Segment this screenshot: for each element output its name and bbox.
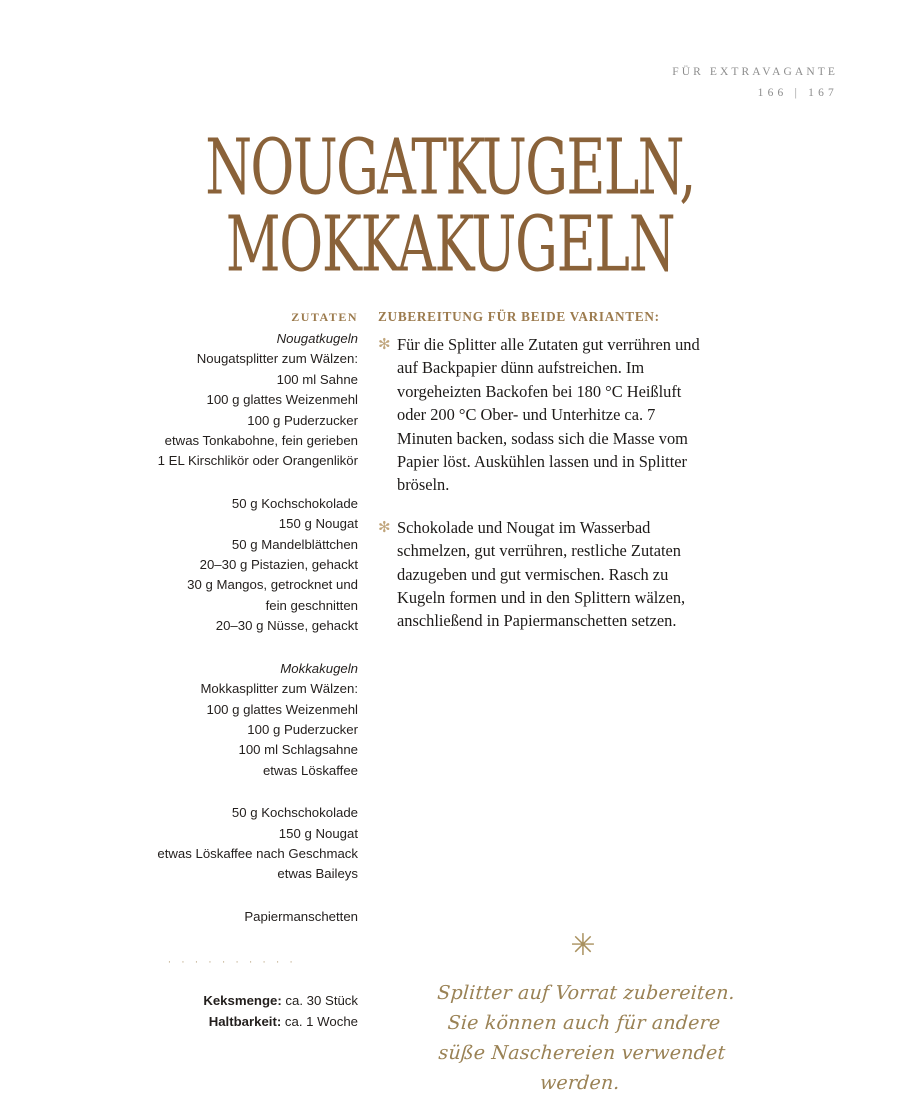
shelf-life-label: Haltbarkeit: (208, 1013, 282, 1029)
tip-line: süße Naschereien verwendet (437, 1042, 727, 1064)
ingredient-group (150, 329, 358, 472)
ingredient-item: etwas Baileys (277, 866, 358, 882)
ingredient-item: 50 g Mandelblättchen (231, 536, 358, 552)
recipe-title (0, 123, 900, 290)
preparation-step-text: Schokolade und Nougat im Wasserbad schmelzen, gut verrühren, restliche Zutaten dazugeben und gut vermischen. Rasch zu Kugeln formen und in den Splittern wälzen, anschließend in Papiermanschetten setzen. (397, 517, 686, 631)
ingredient-item: Papiermanschetten (244, 908, 358, 924)
preparation-column (378, 308, 714, 652)
ingredient-item: 150 g Nougat (278, 516, 358, 532)
tip-line: Sie können auch für andere (446, 1012, 722, 1034)
yield-row (150, 991, 358, 1011)
preparation-heading: ZUBEREITUNG FÜR BEIDE VARIANTEN: (378, 309, 660, 324)
ingredient-item: Nougatsplitter zum Wälzen: (196, 351, 358, 367)
ingredient-item: 100 g glattes Weizenmehl (206, 701, 358, 717)
ingredient-item: 30 g Mangos, getrocknet und (187, 577, 358, 593)
yield-value: ca. 30 Stück (281, 993, 358, 1009)
preparation-step (378, 333, 714, 497)
content-columns (0, 308, 900, 1094)
recipe-title-line-1: NOUGATKUGELN, (205, 123, 695, 213)
preparation-step-text: Für die Splitter alle Zutaten gut verrühren und auf Backpapier dünn aufstreichen. Im vorgeheizten Backofen bei 180 °C Heißluft oder 200 °C Ober- und Unterhitze ca. 7 Minuten backen, sodass sich die Masse vom Papier löst. Auskühlen lassen und in Splitter bröseln. (397, 335, 700, 495)
tip-line: werden. (539, 1072, 621, 1094)
tip-note (430, 930, 736, 1098)
recipe-title-line-2: MOKKAKUGELN (225, 200, 675, 290)
ingredient-item: 1 EL Kirschlikör oder Orangenlikör (157, 453, 358, 469)
ingredients-heading: ZUTATEN (291, 310, 358, 324)
ingredient-item: 100 g Puderzucker (247, 412, 358, 428)
tip-text (426, 978, 740, 1098)
ingredient-group (150, 803, 358, 885)
yield-label: Keksmenge: (203, 993, 282, 1009)
ingredient-item: 50 g Kochschokolade (231, 805, 358, 821)
decorative-asterisk-icon: ✳ (570, 928, 596, 963)
ingredient-item: 100 ml Schlagsahne (238, 742, 358, 758)
ingredient-item: Mokkasplitter zum Wälzen: (200, 681, 358, 697)
ingredient-item: 100 g glattes Weizenmehl (206, 392, 358, 408)
ingredient-group-subtitle: Nougatkugeln (276, 331, 358, 346)
ingredient-item: 50 g Kochschokolade (231, 495, 358, 511)
ingredient-extra (150, 907, 358, 927)
ingredient-item: etwas Tonkabohne, fein gerieben (164, 433, 358, 449)
ingredient-item: etwas Löskaffee nach Geschmack (157, 845, 358, 861)
ingredient-item: 100 g Puderzucker (247, 721, 358, 737)
shelf-life-value: ca. 1 Woche (281, 1013, 358, 1029)
tip-line: Splitter auf Vorrat zubereiten. (436, 982, 736, 1004)
shelf-life-row (150, 1012, 358, 1032)
preparation-step (378, 516, 714, 633)
chapter-title: FÜR EXTRAVAGANTE (672, 66, 838, 78)
ingredient-group (150, 494, 358, 637)
ingredient-item: 150 g Nougat (278, 825, 358, 841)
ingredient-item: 20–30 g Nüsse, gehackt (215, 618, 358, 634)
ingredients-column (150, 308, 358, 1032)
dotted-divider: · · · · · · · · · · (167, 956, 297, 969)
recipe-meta (150, 991, 358, 1032)
ingredient-group-subtitle: Mokkakugeln (280, 660, 358, 676)
ingredient-item: etwas Löskaffee (262, 762, 358, 778)
ingredient-item: 100 ml Sahne (276, 371, 358, 387)
ingredient-item: 20–30 g Pistazien, gehackt (199, 557, 358, 573)
asterisk-bullet-icon: ✻ (378, 337, 391, 353)
running-head (672, 62, 838, 104)
page-numbers: 166 | 167 (757, 87, 838, 99)
asterisk-bullet-icon: ✻ (378, 519, 391, 536)
ingredient-group (150, 659, 358, 781)
ingredient-item: fein geschnitten (265, 597, 358, 613)
